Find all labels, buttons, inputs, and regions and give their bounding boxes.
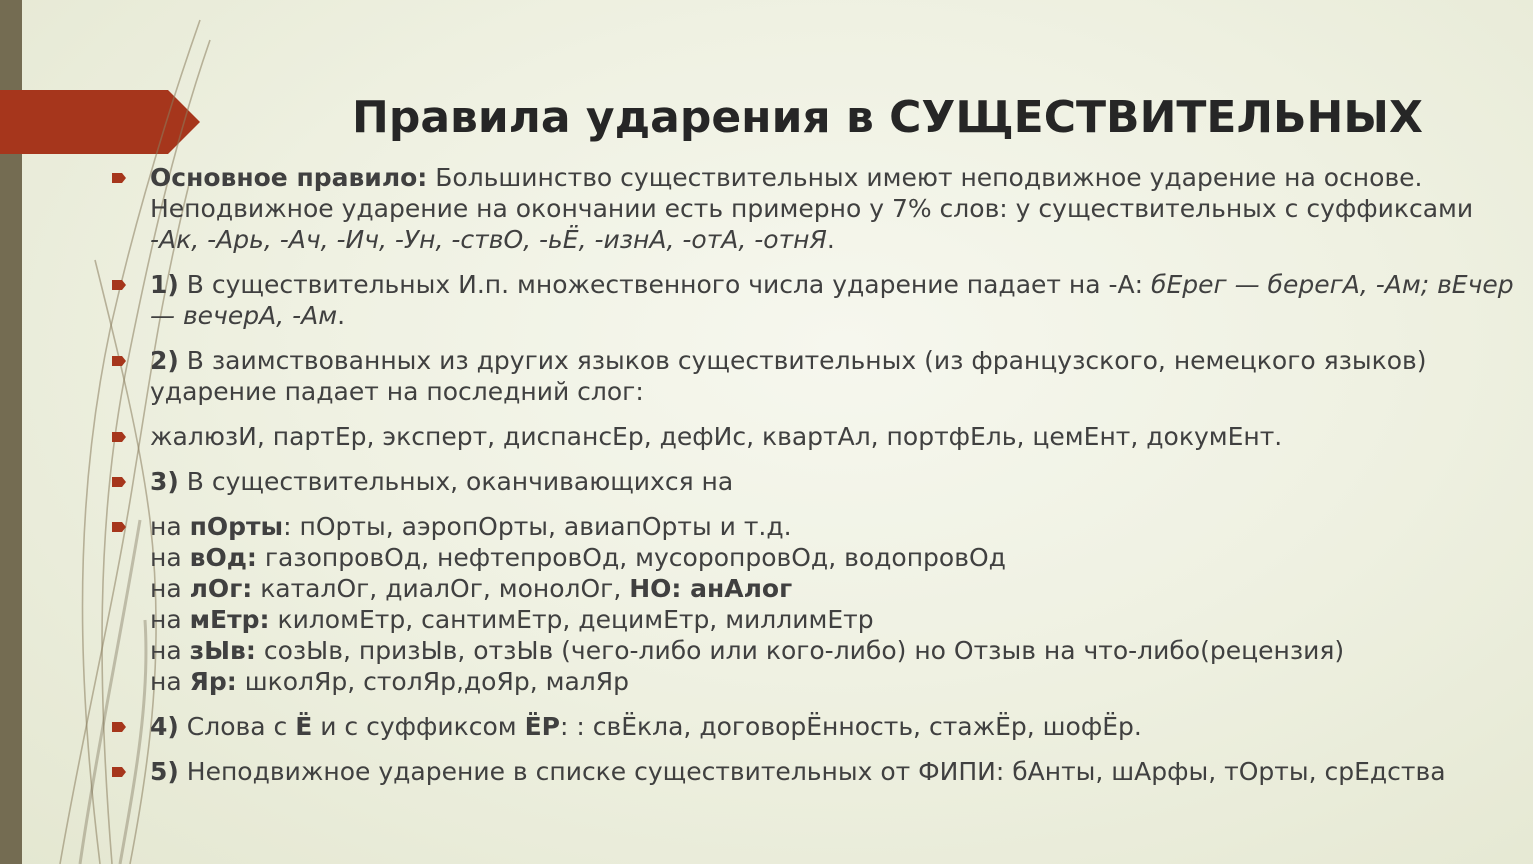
- ending-examples: газопровОд, нефтепровОд, мусоропровОд, водопровОд: [264, 543, 1006, 572]
- ending-key: вОд:: [189, 543, 257, 572]
- ending-key: пОрты: [189, 512, 284, 541]
- ending-examples: школЯр, столЯр,доЯр, малЯр: [244, 667, 629, 696]
- ending-examples: киломЕтр, сантимЕтр, децимЕтр, миллимЕтр: [277, 605, 874, 634]
- ending-prefix: на: [150, 543, 190, 572]
- list-item-main-rule: [110, 162, 1520, 255]
- arrow-bullet-icon: [112, 280, 126, 290]
- ending-line-log: [150, 573, 1520, 604]
- arrow-bullet-icon: [112, 356, 126, 366]
- ending-sep: [252, 574, 260, 603]
- rule-label: 4): [150, 712, 179, 741]
- list-item-rule-3: [110, 466, 1520, 497]
- ending-line-vod: [150, 542, 1520, 573]
- rule-text: В существительных, оканчивающихся на: [178, 467, 734, 496]
- arrow-bullet-icon: [112, 432, 126, 442]
- ending-sep: [256, 636, 264, 665]
- rule-examples: : : свЁкла, договорЁнность, стажЁр, шофЁр.: [560, 712, 1142, 741]
- ending-prefix: на: [150, 636, 190, 665]
- rule-label: 1): [150, 270, 179, 299]
- list-item-borrowed-examples: [110, 421, 1520, 452]
- ending-exception: НО: анАлог: [629, 574, 793, 603]
- rule-bold-letter: Ё: [295, 712, 313, 741]
- slide-title: Правила ударения в СУЩЕСТВИТЕЛЬНЫХ: [352, 92, 1423, 143]
- ending-prefix: на: [150, 605, 190, 634]
- rule-end: .: [337, 301, 346, 330]
- arrow-bullet-icon: [112, 173, 126, 183]
- ending-examples: каталОг, диалОг, монолОг,: [260, 574, 630, 603]
- arrow-bullet-icon: [112, 767, 126, 777]
- arrow-bullet-icon: [112, 522, 126, 532]
- rule-label: Основное правило:: [150, 163, 428, 192]
- rule-text: В заимствованных из других языков существительных (из французского, немецкого языков) ударение падает на последний слог:: [150, 346, 1427, 406]
- rule-end: .: [826, 225, 835, 254]
- ending-line-porty: [150, 511, 1520, 542]
- ending-line-yar: [150, 666, 1520, 697]
- rule-bold-suffix: ЁР: [524, 712, 561, 741]
- arrow-bullet-icon: [112, 722, 126, 732]
- rule-italic-examples: бЕрег — берегА, -Ам; вЕчер — вечерА, -Ам: [150, 270, 1514, 330]
- list-item-rule-4: [110, 711, 1520, 742]
- rule-text: и с суффиксом: [312, 712, 525, 741]
- rule-label: 2): [150, 346, 179, 375]
- rule-italic-suffixes: -Ак, -Арь, -Ач, -Ич, -Ун, -ствО, -ьЁ, -изнА, -отА, -отнЯ: [150, 225, 827, 254]
- ending-sep: [237, 667, 245, 696]
- list-item-rule-1: [110, 269, 1520, 331]
- ending-prefix: на: [150, 574, 190, 603]
- list-item-endings: [110, 511, 1520, 697]
- ending-sep: :: [283, 512, 300, 541]
- bullet-list: [110, 162, 1520, 801]
- ending-line-metr: [150, 604, 1520, 635]
- rule-text: В существительных И.п. множественного числа ударение падает на -А:: [178, 270, 1152, 299]
- ending-examples: пОрты, аэропОрты, авиапОрты и т.д.: [299, 512, 792, 541]
- list-item-rule-5: [110, 756, 1520, 787]
- ending-prefix: на: [150, 512, 190, 541]
- arrow-bullet-icon: [112, 477, 126, 487]
- ending-key: Яр:: [189, 667, 237, 696]
- rule-text: Большинство существительных имеют неподвижное ударение на основе. Неподвижное ударение на окончании есть примерно у 7% слов: у существительных с суффиксами: [150, 163, 1474, 223]
- rule-text: Слова с: [178, 712, 296, 741]
- list-item-rule-2: [110, 345, 1520, 407]
- rule-text: Неподвижное ударение в списке существительных от ФИПИ: бАнты, шАрфы, тОрты, срЕдства: [178, 757, 1446, 786]
- ending-examples: созЫв, призЫв, отзЫв (чего-либо или кого-либо) но Отзыв на что-либо(рецензия): [263, 636, 1345, 665]
- title-arrow-banner: [0, 90, 200, 154]
- rule-label: 3): [150, 467, 179, 496]
- ending-sep: [257, 543, 265, 572]
- ending-key: лОг:: [189, 574, 253, 603]
- rule-label: 5): [150, 757, 179, 786]
- ending-prefix: на: [150, 667, 190, 696]
- ending-key: мЕтр:: [189, 605, 270, 634]
- ending-line-zyv: [150, 635, 1520, 666]
- ending-key: зЫв:: [189, 636, 256, 665]
- examples-text: жалюзИ, партЕр, эксперт, диспансЕр, дефИс, квартАл, портфЕль, цемЕнт, докумЕнт.: [150, 422, 1283, 451]
